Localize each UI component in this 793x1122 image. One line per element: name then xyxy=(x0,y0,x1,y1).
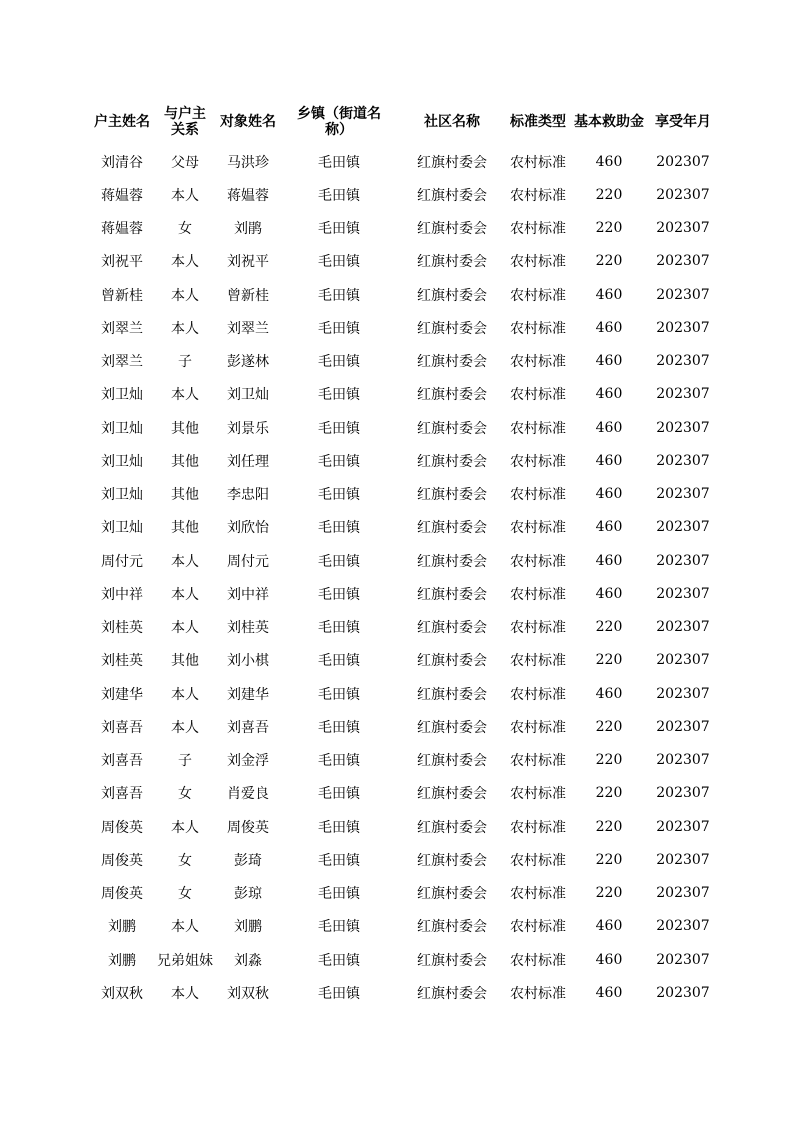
recipient-name-cell: 蒋媪蓉 xyxy=(227,187,269,204)
relief-amount-cell: 460 xyxy=(595,419,623,436)
standard-type-cell: 农村标准 xyxy=(510,387,566,404)
relationship-cell: 女 xyxy=(178,852,192,869)
community-cell: 红旗村委会 xyxy=(417,553,487,570)
town-cell: 毛田镇 xyxy=(318,686,360,703)
relationship-cell: 本人 xyxy=(171,919,199,936)
relationship-cell: 本人 xyxy=(171,254,199,271)
standard-type-cell: 农村标准 xyxy=(510,586,566,603)
table-row xyxy=(89,843,717,876)
table-row xyxy=(89,145,717,178)
community-cell: 红旗村委会 xyxy=(417,653,487,670)
householder-name-cell: 曾新桂 xyxy=(101,287,143,304)
relief-amount-cell: 220 xyxy=(595,619,623,636)
relationship-cell: 本人 xyxy=(171,985,199,1002)
householder-name-cell: 刘鹏 xyxy=(108,952,136,969)
recipient-name-cell: 刘建华 xyxy=(227,686,269,703)
standard-type-cell: 农村标准 xyxy=(510,420,566,437)
table-row xyxy=(89,877,717,910)
relief-amount-cell: 460 xyxy=(595,685,623,702)
relationship-cell: 其他 xyxy=(171,420,199,437)
relief-amount-cell: 460 xyxy=(595,519,623,536)
householder-name-cell: 刘卫灿 xyxy=(101,420,143,437)
relationship-cell: 兄弟姐妹 xyxy=(157,952,213,969)
enjoy-month-cell: 202307 xyxy=(656,220,710,237)
householder-name-cell: 蒋媪蓉 xyxy=(101,221,143,238)
householder-name-cell: 刘鹏 xyxy=(108,919,136,936)
town-cell: 毛田镇 xyxy=(318,852,360,869)
recipient-name-cell: 刘任理 xyxy=(227,453,269,470)
householder-name-cell: 刘桂英 xyxy=(101,620,143,637)
recipient-name-cell: 李忠阳 xyxy=(227,487,269,504)
town-cell: 毛田镇 xyxy=(318,387,360,404)
householder-name-cell: 周付元 xyxy=(101,553,143,570)
community-cell: 红旗村委会 xyxy=(417,719,487,736)
table-row xyxy=(89,744,717,777)
header-basic-relief: 基本救助金 xyxy=(574,113,644,130)
relationship-cell: 父母 xyxy=(171,154,199,171)
standard-type-cell: 农村标准 xyxy=(510,487,566,504)
community-cell: 红旗村委会 xyxy=(417,686,487,703)
town-cell: 毛田镇 xyxy=(318,187,360,204)
town-cell: 毛田镇 xyxy=(318,586,360,603)
header-community: 社区名称 xyxy=(424,113,480,130)
relationship-cell: 本人 xyxy=(171,686,199,703)
town-cell: 毛田镇 xyxy=(318,420,360,437)
enjoy-month-cell: 202307 xyxy=(656,984,710,1001)
relief-amount-cell: 460 xyxy=(595,585,623,602)
community-cell: 红旗村委会 xyxy=(417,221,487,238)
community-cell: 红旗村委会 xyxy=(417,753,487,770)
community-cell: 红旗村委会 xyxy=(417,586,487,603)
householder-name-cell: 刘卫灿 xyxy=(101,453,143,470)
standard-type-cell: 农村标准 xyxy=(510,985,566,1002)
standard-type-cell: 农村标准 xyxy=(510,520,566,537)
town-cell: 毛田镇 xyxy=(318,952,360,969)
recipient-name-cell: 肖爱良 xyxy=(227,786,269,803)
standard-type-cell: 农村标准 xyxy=(510,952,566,969)
householder-name-cell: 刘喜吾 xyxy=(101,719,143,736)
town-cell: 毛田镇 xyxy=(318,320,360,337)
householder-name-cell: 刘喜吾 xyxy=(101,753,143,770)
relationship-cell: 其他 xyxy=(171,453,199,470)
table-row xyxy=(89,178,717,211)
standard-type-cell: 农村标准 xyxy=(510,154,566,171)
householder-name-cell: 刘翠兰 xyxy=(101,354,143,371)
community-cell: 红旗村委会 xyxy=(417,520,487,537)
recipient-name-cell: 彭遂林 xyxy=(227,354,269,371)
community-cell: 红旗村委会 xyxy=(417,786,487,803)
relief-amount-cell: 220 xyxy=(595,186,623,203)
table-row xyxy=(89,677,717,710)
town-cell: 毛田镇 xyxy=(318,453,360,470)
enjoy-month-cell: 202307 xyxy=(656,885,710,902)
recipient-name-cell: 刘欣怡 xyxy=(227,520,269,537)
community-cell: 红旗村委会 xyxy=(417,852,487,869)
relief-amount-cell: 220 xyxy=(595,851,623,868)
recipient-name-cell: 刘翠兰 xyxy=(227,320,269,337)
standard-type-cell: 农村标准 xyxy=(510,819,566,836)
recipient-name-cell: 刘鹃 xyxy=(234,221,262,238)
relief-amount-cell: 220 xyxy=(595,785,623,802)
relief-amount-cell: 460 xyxy=(595,153,623,170)
town-cell: 毛田镇 xyxy=(318,620,360,637)
community-cell: 红旗村委会 xyxy=(417,254,487,271)
town-cell: 毛田镇 xyxy=(318,985,360,1002)
town-cell: 毛田镇 xyxy=(318,553,360,570)
table-row xyxy=(89,544,717,577)
town-cell: 毛田镇 xyxy=(318,719,360,736)
relief-amount-cell: 460 xyxy=(595,353,623,370)
enjoy-month-cell: 202307 xyxy=(656,419,710,436)
relationship-cell: 其他 xyxy=(171,487,199,504)
enjoy-month-cell: 202307 xyxy=(656,951,710,968)
relief-amount-cell: 220 xyxy=(595,652,623,669)
recipient-name-cell: 刘淼 xyxy=(234,952,262,969)
town-cell: 毛田镇 xyxy=(318,919,360,936)
relief-amount-cell: 220 xyxy=(595,818,623,835)
standard-type-cell: 农村标准 xyxy=(510,919,566,936)
standard-type-cell: 农村标准 xyxy=(510,852,566,869)
enjoy-month-cell: 202307 xyxy=(656,652,710,669)
enjoy-month-cell: 202307 xyxy=(656,319,710,336)
relationship-cell: 子 xyxy=(178,354,192,371)
relief-amount-cell: 460 xyxy=(595,486,623,503)
table-row xyxy=(89,411,717,444)
standard-type-cell: 农村标准 xyxy=(510,686,566,703)
householder-name-cell: 刘建华 xyxy=(101,686,143,703)
relief-amount-cell: 460 xyxy=(595,452,623,469)
householder-name-cell: 刘喜吾 xyxy=(101,786,143,803)
table-row xyxy=(89,810,717,843)
table-row xyxy=(89,478,717,511)
relief-amount-cell: 220 xyxy=(595,220,623,237)
standard-type-cell: 农村标准 xyxy=(510,254,566,271)
householder-name-cell: 刘中祥 xyxy=(101,586,143,603)
relationship-cell: 女 xyxy=(178,886,192,903)
enjoy-month-cell: 202307 xyxy=(656,452,710,469)
enjoy-month-cell: 202307 xyxy=(656,153,710,170)
town-cell: 毛田镇 xyxy=(318,354,360,371)
recipient-name-cell: 刘金浮 xyxy=(227,753,269,770)
table-body xyxy=(89,145,717,1010)
table-row xyxy=(89,577,717,610)
recipient-name-cell: 马洪珍 xyxy=(227,154,269,171)
enjoy-month-cell: 202307 xyxy=(656,918,710,935)
standard-type-cell: 农村标准 xyxy=(510,719,566,736)
standard-type-cell: 农村标准 xyxy=(510,620,566,637)
community-cell: 红旗村委会 xyxy=(417,985,487,1002)
table-row xyxy=(89,212,717,245)
table-row xyxy=(89,245,717,278)
town-cell: 毛田镇 xyxy=(318,287,360,304)
relationship-cell: 本人 xyxy=(171,620,199,637)
standard-type-cell: 农村标准 xyxy=(510,886,566,903)
table-row xyxy=(89,311,717,344)
relationship-cell: 本人 xyxy=(171,819,199,836)
recipient-name-cell: 刘中祥 xyxy=(227,586,269,603)
table-row xyxy=(89,976,717,1009)
standard-type-cell: 农村标准 xyxy=(510,320,566,337)
relief-amount-cell: 460 xyxy=(595,386,623,403)
table-row xyxy=(89,444,717,477)
enjoy-month-cell: 202307 xyxy=(656,486,710,503)
enjoy-month-cell: 202307 xyxy=(656,353,710,370)
householder-name-cell: 刘卫灿 xyxy=(101,520,143,537)
relief-amount-cell: 460 xyxy=(595,319,623,336)
enjoy-month-cell: 202307 xyxy=(656,386,710,403)
table-row xyxy=(89,511,717,544)
header-enjoy-month: 享受年月 xyxy=(655,113,711,130)
community-cell: 红旗村委会 xyxy=(417,952,487,969)
header-standard-type: 标准类型 xyxy=(510,113,566,130)
recipient-name-cell: 刘小棋 xyxy=(227,653,269,670)
enjoy-month-cell: 202307 xyxy=(656,186,710,203)
town-cell: 毛田镇 xyxy=(318,520,360,537)
recipient-name-cell: 刘祝平 xyxy=(227,254,269,271)
enjoy-month-cell: 202307 xyxy=(656,253,710,270)
community-cell: 红旗村委会 xyxy=(417,487,487,504)
town-cell: 毛田镇 xyxy=(318,819,360,836)
relationship-cell: 本人 xyxy=(171,320,199,337)
relationship-cell: 本人 xyxy=(171,387,199,404)
community-cell: 红旗村委会 xyxy=(417,320,487,337)
relationship-cell: 其他 xyxy=(171,653,199,670)
relief-amount-cell: 460 xyxy=(595,951,623,968)
standard-type-cell: 农村标准 xyxy=(510,553,566,570)
town-cell: 毛田镇 xyxy=(318,154,360,171)
enjoy-month-cell: 202307 xyxy=(656,585,710,602)
community-cell: 红旗村委会 xyxy=(417,420,487,437)
community-cell: 红旗村委会 xyxy=(417,287,487,304)
enjoy-month-cell: 202307 xyxy=(656,552,710,569)
standard-type-cell: 农村标准 xyxy=(510,786,566,803)
relationship-cell: 子 xyxy=(178,753,192,770)
standard-type-cell: 农村标准 xyxy=(510,653,566,670)
town-cell: 毛田镇 xyxy=(318,653,360,670)
town-cell: 毛田镇 xyxy=(318,786,360,803)
recipient-name-cell: 周付元 xyxy=(227,553,269,570)
header-town: 乡镇（街道名称） xyxy=(297,105,381,138)
community-cell: 红旗村委会 xyxy=(417,919,487,936)
relief-amount-cell: 460 xyxy=(595,552,623,569)
town-cell: 毛田镇 xyxy=(318,221,360,238)
table-row xyxy=(89,710,717,743)
enjoy-month-cell: 202307 xyxy=(656,286,710,303)
community-cell: 红旗村委会 xyxy=(417,354,487,371)
relief-amount-cell: 220 xyxy=(595,718,623,735)
relief-amount-cell: 220 xyxy=(595,752,623,769)
relationship-cell: 本人 xyxy=(171,553,199,570)
householder-name-cell: 周俊英 xyxy=(101,886,143,903)
header-relationship: 与户主关系 xyxy=(164,105,206,138)
table-row xyxy=(89,378,717,411)
enjoy-month-cell: 202307 xyxy=(656,619,710,636)
table-row xyxy=(89,910,717,943)
standard-type-cell: 农村标准 xyxy=(510,354,566,371)
householder-name-cell: 刘卫灿 xyxy=(101,387,143,404)
community-cell: 红旗村委会 xyxy=(417,187,487,204)
recipient-name-cell: 刘喜吾 xyxy=(227,719,269,736)
relief-amount-cell: 220 xyxy=(595,253,623,270)
householder-name-cell: 刘清谷 xyxy=(101,154,143,171)
relief-recipient-table xyxy=(89,98,717,1010)
relationship-cell: 本人 xyxy=(171,187,199,204)
recipient-name-cell: 周俊英 xyxy=(227,819,269,836)
householder-name-cell: 刘卫灿 xyxy=(101,487,143,504)
recipient-name-cell: 彭琼 xyxy=(234,886,262,903)
relief-amount-cell: 220 xyxy=(595,885,623,902)
recipient-name-cell: 刘桂英 xyxy=(227,620,269,637)
relationship-cell: 本人 xyxy=(171,287,199,304)
householder-name-cell: 刘桂英 xyxy=(101,653,143,670)
table-row xyxy=(89,611,717,644)
community-cell: 红旗村委会 xyxy=(417,886,487,903)
householder-name-cell: 刘祝平 xyxy=(101,254,143,271)
enjoy-month-cell: 202307 xyxy=(656,752,710,769)
table-row xyxy=(89,644,717,677)
recipient-name-cell: 刘双秋 xyxy=(227,985,269,1002)
town-cell: 毛田镇 xyxy=(318,886,360,903)
enjoy-month-cell: 202307 xyxy=(656,785,710,802)
table-row xyxy=(89,777,717,810)
table-row xyxy=(89,345,717,378)
householder-name-cell: 蒋媪蓉 xyxy=(101,187,143,204)
recipient-name-cell: 刘景乐 xyxy=(227,420,269,437)
header-householder-name: 户主姓名 xyxy=(94,113,150,130)
enjoy-month-cell: 202307 xyxy=(656,685,710,702)
enjoy-month-cell: 202307 xyxy=(656,818,710,835)
header-recipient-name: 对象姓名 xyxy=(220,113,276,130)
standard-type-cell: 农村标准 xyxy=(510,221,566,238)
enjoy-month-cell: 202307 xyxy=(656,519,710,536)
table-header-row xyxy=(89,98,717,145)
relief-amount-cell: 460 xyxy=(595,984,623,1001)
relationship-cell: 其他 xyxy=(171,520,199,537)
table-row xyxy=(89,278,717,311)
recipient-name-cell: 彭琦 xyxy=(234,852,262,869)
householder-name-cell: 周俊英 xyxy=(101,819,143,836)
relationship-cell: 女 xyxy=(178,221,192,238)
relief-amount-cell: 460 xyxy=(595,286,623,303)
town-cell: 毛田镇 xyxy=(318,487,360,504)
town-cell: 毛田镇 xyxy=(318,254,360,271)
householder-name-cell: 刘翠兰 xyxy=(101,320,143,337)
enjoy-month-cell: 202307 xyxy=(656,718,710,735)
relationship-cell: 本人 xyxy=(171,719,199,736)
householder-name-cell: 刘双秋 xyxy=(101,985,143,1002)
relationship-cell: 本人 xyxy=(171,586,199,603)
standard-type-cell: 农村标准 xyxy=(510,287,566,304)
recipient-name-cell: 刘卫灿 xyxy=(227,387,269,404)
community-cell: 红旗村委会 xyxy=(417,819,487,836)
community-cell: 红旗村委会 xyxy=(417,453,487,470)
relief-amount-cell: 460 xyxy=(595,918,623,935)
table-row xyxy=(89,943,717,976)
relationship-cell: 女 xyxy=(178,786,192,803)
standard-type-cell: 农村标准 xyxy=(510,453,566,470)
community-cell: 红旗村委会 xyxy=(417,154,487,171)
standard-type-cell: 农村标准 xyxy=(510,753,566,770)
standard-type-cell: 农村标准 xyxy=(510,187,566,204)
recipient-name-cell: 刘鹏 xyxy=(234,919,262,936)
recipient-name-cell: 曾新桂 xyxy=(227,287,269,304)
town-cell: 毛田镇 xyxy=(318,753,360,770)
community-cell: 红旗村委会 xyxy=(417,620,487,637)
community-cell: 红旗村委会 xyxy=(417,387,487,404)
enjoy-month-cell: 202307 xyxy=(656,851,710,868)
householder-name-cell: 周俊英 xyxy=(101,852,143,869)
